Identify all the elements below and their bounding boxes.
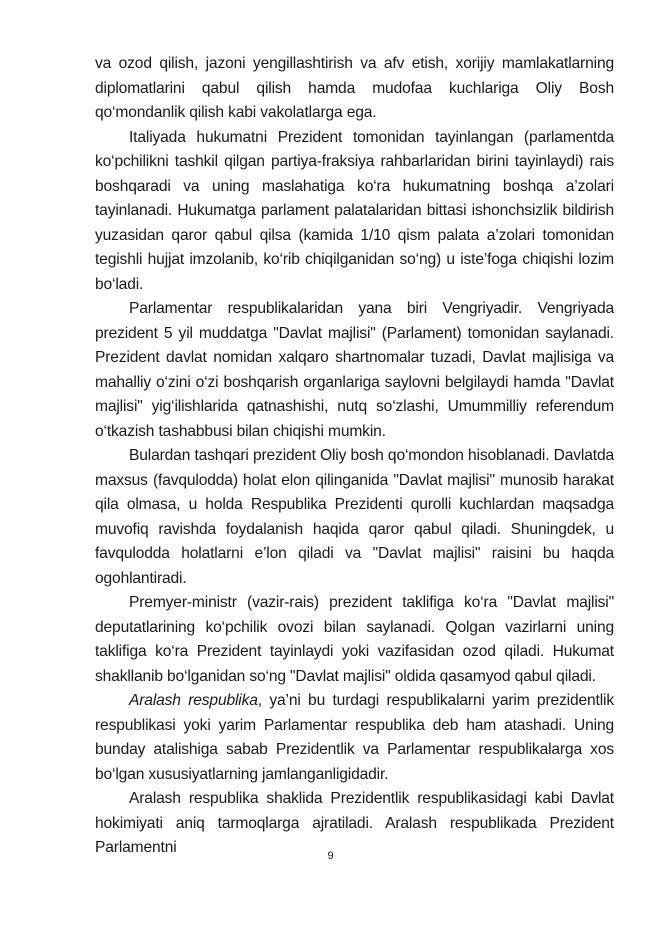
paragraph	[95, 689, 614, 787]
italic-term: Aralash respublika	[129, 692, 258, 709]
paragraph: Aralash respublika shaklida Prezidentlik respublikasidagi kabi Davlat hokimiyati aniq tarmoqlarga ajratiladi. Aralash respublikada Prezident Parlamentni	[95, 790, 614, 856]
paragraph-text: , ya’ni bu turdagi respublikalarni yarim prezidentlik respublikasi yoki yarim Parlamentar respublika deb ham atashadi. Uning bunday atalishiga sabab Prezidentlik va Parlamentar respublikalarga xos bo‘lgan xususiyatlarning jamlanganligidadir.	[95, 692, 614, 783]
page-number: 9	[327, 850, 334, 862]
document-page	[95, 52, 614, 861]
paragraph: Premyer-ministr (vazir-rais) prezident taklifiga ko‘ra "Davlat majlisi" deputatlarining ko‘pchilik ovozi bilan saylanadi. Qolgan vazirlarni uning taklifiga ko‘ra Prezident tayinlaydi yoki vazifasidan ozod qiladi. Hukumat shakllanib bo‘lganidan so‘ng "Davlat majlisi" oldida qasamyod qabul qiladi.	[95, 594, 614, 685]
paragraph: Bulardan tashqari prezident Oliy bosh qo‘mondon hisoblanadi. Davlatda maxsus (favqulodda) holat elon qilinganida "Davlat majlisi" munosib harakat qila olmasa, u holda Respublika Prezidenti qurolli kuchlardan maqsadga muvofiq ravishda foydalanish haqida qaror qabul qiladi. Shuningdek, u favqulodda holatlarni e’lon qiladi va "Davlat majlisi" raisini bu haqda ogohlantiradi.	[95, 447, 614, 587]
paragraph: Parlamentar respublikalaridan yana biri Vengriyadir. Vengriyada prezident 5 yil muddatga "Davlat majlisi" (Parlament) tomonidan saylanadi. Prezident davlat nomidan xalqaro shartnomalar tuzadi, Davlat majlisiga va mahalliy o‘zini o‘zi boshqarish organlariga saylovni belgilaydi hamda "Davlat majlisi" yig‘ilishlarida qatnashishi, nutq so‘zlashi, Umummilliy referendum o‘tkazish tashabbusi bilan chiqishi mumkin.	[95, 300, 614, 440]
paragraph: va ozod qilish, jazoni yengillashtirish va afv etish, xorijiy mamlakatlarning diplomatlarini qabul qilish hamda mudofaa kuchlariga Oliy Bosh qo‘mondanlik qilish kabi vakolatlarga ega.	[95, 55, 614, 121]
paragraph: Italiyada hukumatni Prezident tomonidan tayinlangan (parlamentda ko‘pchilikni tashkil qilgan partiya-fraksiya rahbarlaridan birini tayinlaydi) rais boshqaradi va uning maslahatiga ko‘ra hukumatning boshqa a’zolari tayinlanadi. Hukumatga parlament palatalaridan bittasi ishonchsizlik bildirish yuzasidan qaror qabul qilsa (kamida 1/10 qism palata a’zolari tomonidan tegishli hujjat imzolanib, ko‘rib chiqilganidan so‘ng) u iste’foga chiqishi lozim bo‘ladi.	[95, 128, 614, 293]
